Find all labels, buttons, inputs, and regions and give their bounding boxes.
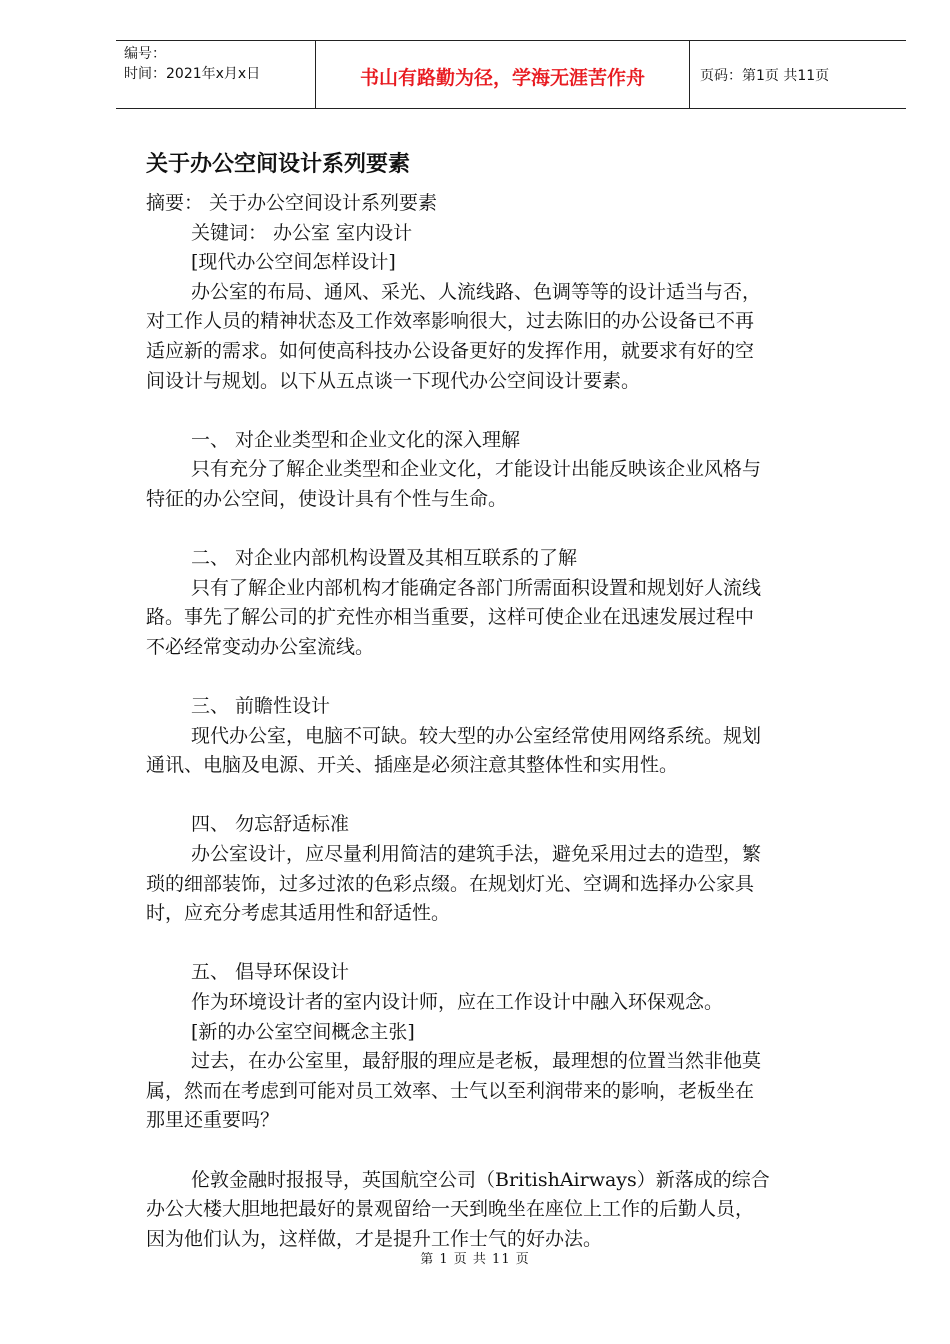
paragraph-line: 办公大楼大胆地把最好的景观留给一天到晚坐在座位上工作的后勤人员，: [146, 1198, 755, 1221]
paragraph-line: 过去，在办公室里，最舒服的理应是老板，最理想的位置当然非他莫: [191, 1050, 762, 1073]
point-2-heading: 二、 对企业内部机构设置及其相互联系的了解: [191, 547, 578, 570]
paragraph-line: 作为环境设计者的室内设计师，应在工作设计中融入环保观念。: [191, 991, 724, 1014]
point-5-heading: 五、 倡导环保设计: [191, 961, 350, 984]
paragraph-line: 那里还重要吗？: [146, 1109, 280, 1132]
paragraph-line: 办公室设计，应尽量利用简洁的建筑手法，避免采用过去的造型，繁: [191, 843, 762, 866]
paragraph-line: 路。事先了解公司的扩充性亦相当重要，这样可使企业在迅速发展过程中: [146, 606, 755, 629]
paragraph-line: 属，然而在考虑到可能对员工效率、士气以至利润带来的影响，老板坐在: [146, 1079, 755, 1102]
header-meta-cell: [116, 41, 316, 108]
doc-number-label: 编号：: [124, 46, 166, 62]
document-title: 关于办公空间设计系列要素: [146, 152, 411, 177]
point-3-heading: 三、 前瞻性设计: [191, 695, 331, 718]
paragraph-line: 通讯、电脑及电源、开关、插座是必须注意其整体性和实用性。: [146, 754, 679, 777]
point-1-heading: 一、 对企业类型和企业文化的深入理解: [191, 428, 521, 451]
doc-time-label: 时间：2021年x月x日: [124, 66, 261, 82]
paragraph-line: 因为他们认为，这样做，才是提升工作士气的好办法。: [146, 1227, 603, 1250]
header-table: [116, 40, 906, 109]
blank-line: [146, 515, 866, 545]
paragraph-line: 不必经常变动办公室流线。: [146, 635, 375, 658]
paragraph-line: 间设计与规划。以下从五点谈一下现代办公空间设计要素。: [146, 369, 641, 392]
blank-line: [146, 1136, 866, 1166]
section-heading-modern: [现代办公空间怎样设计]: [191, 251, 396, 274]
header-page-cell: [690, 41, 906, 108]
section-heading-new: [新的办公室空间概念主张]: [191, 1020, 415, 1043]
blank-line: [146, 396, 866, 426]
motto: 书山有路勤为径，学海无涯苦作舟: [359, 67, 645, 89]
blank-line: [146, 663, 866, 693]
paragraph-line: 只有了解企业内部机构才能确定各部门所需面积设置和规划好人流线: [191, 576, 762, 599]
header-page-number: 页码：第1页 共11页: [700, 68, 830, 84]
paragraph-line: 伦敦金融时报报导，英国航空公司（BritishAirways）新落成的综合: [191, 1168, 770, 1191]
blank-line: [146, 781, 866, 811]
footer-page-number: 第 1 页 共 11 页: [420, 1252, 530, 1267]
paragraph-line: 适应新的需求。如何使高科技办公设备更好的发挥作用，就要求有好的空: [146, 339, 755, 362]
paragraph-line: 现代办公室，电脑不可缺。较大型的办公室经常使用网络系统。规划: [191, 724, 762, 747]
blank-line: [146, 929, 866, 959]
paragraph-line: 时，应充分考虑其适用性和舒适性。: [146, 902, 451, 925]
abstract-line: 摘要： 关于办公空间设计系列要素: [146, 192, 438, 214]
paragraph-line: 办公室的布局、通风、采光、人流线路、色调等等的设计适当与否，: [191, 280, 762, 303]
paragraph-line: 琐的细部装饰，过多过浓的色彩点缀。在规划灯光、空调和选择办公家具: [146, 872, 755, 895]
document-body: [146, 189, 866, 1254]
header-motto-cell: [316, 41, 690, 108]
paragraph-line: 只有充分了解企业类型和企业文化，才能设计出能反映该企业风格与: [191, 458, 762, 481]
keywords-line: 关键词： 办公室 室内设计: [191, 221, 413, 244]
point-4-heading: 四、 勿忘舒适标准: [191, 813, 350, 836]
paragraph-line: 对工作人员的精神状态及工作效率影响很大，过去陈旧的办公设备已不再: [146, 310, 755, 333]
paragraph-line: 特征的办公空间，使设计具有个性与生命。: [146, 487, 508, 510]
